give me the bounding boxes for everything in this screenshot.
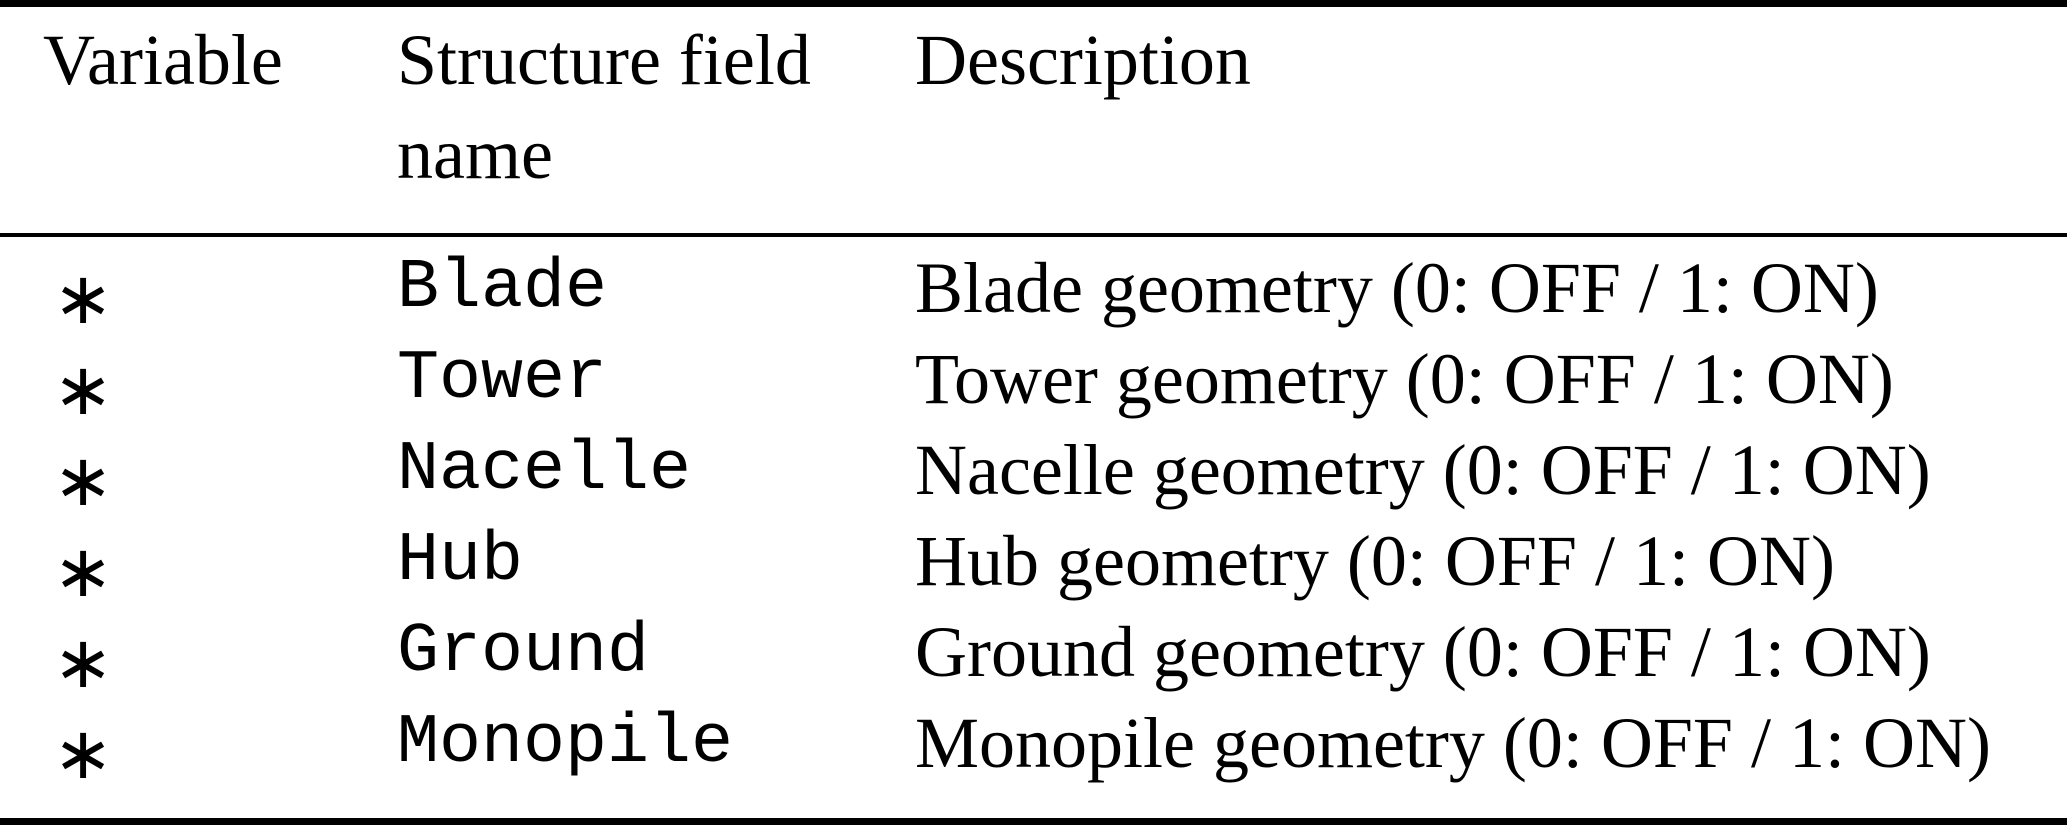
header-variable: Variable (43, 20, 283, 100)
field-name: Hub (397, 522, 524, 601)
header-description: Description (915, 20, 1251, 100)
table-row (0, 607, 2067, 704)
header-structure-field-line2: name (397, 114, 553, 194)
field-name: Blade (397, 249, 608, 328)
field-description: Monopile geometry (0: OFF / 1: ON) (915, 703, 1991, 783)
header-structure-field-line1: Structure field (397, 20, 811, 100)
header-structure-field-name (397, 13, 915, 201)
variable-asterisk: ∗ (53, 438, 114, 522)
table-row (0, 698, 2067, 795)
field-name: Ground (397, 613, 650, 692)
field-description: Hub geometry (0: OFF / 1: ON) (915, 521, 1835, 601)
table-row (0, 425, 2067, 522)
field-description: Ground geometry (0: OFF / 1: ON) (915, 612, 1931, 692)
variable-asterisk: ∗ (53, 347, 114, 431)
field-name: Nacelle (397, 431, 692, 510)
variable-asterisk: ∗ (53, 620, 114, 704)
field-description: Blade geometry (0: OFF / 1: ON) (915, 248, 1879, 328)
table-row (0, 334, 2067, 431)
table-header-row (0, 7, 2067, 233)
table-top-rule (0, 0, 2067, 7)
variable-asterisk: ∗ (53, 711, 114, 795)
variable-asterisk: ∗ (53, 529, 114, 613)
variable-asterisk: ∗ (53, 256, 114, 340)
field-description: Tower geometry (0: OFF / 1: ON) (915, 339, 1894, 419)
table-bottom-rule (0, 818, 2067, 825)
table-row (0, 516, 2067, 613)
field-name: Monopile (397, 704, 734, 783)
field-name: Tower (397, 340, 608, 419)
table-body (0, 237, 2067, 818)
table-row (0, 243, 2067, 340)
field-description: Nacelle geometry (0: OFF / 1: ON) (915, 430, 1931, 510)
